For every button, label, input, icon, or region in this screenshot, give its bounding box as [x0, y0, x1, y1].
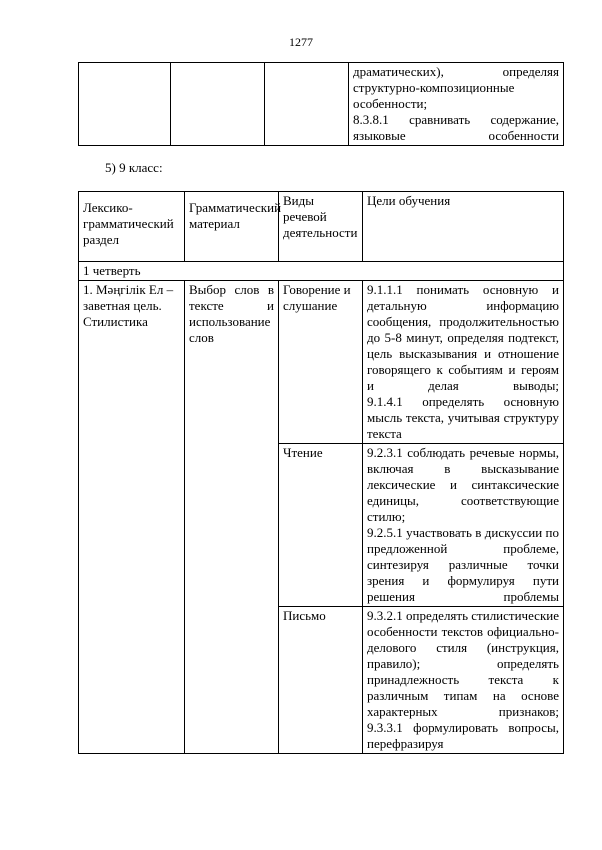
table-cell: [265, 63, 349, 146]
table-row: [79, 63, 564, 146]
page-number: 1277: [289, 35, 313, 49]
goals-cell: [363, 281, 564, 444]
activity-name: Говорение и слушание: [279, 281, 363, 444]
goal-text: 9.2.5.1 участвовать в дискуссии по предложенной проблеме, синтезируя различные точки зрения и формулируя пути решения проблемы: [367, 525, 559, 604]
curriculum-table: [78, 191, 564, 754]
header-goals: Цели обучения: [363, 192, 564, 262]
quarter-row: [79, 262, 564, 281]
header-grammar: Грамматический материал: [185, 192, 279, 262]
section-heading: 5) 9 класс:: [105, 160, 163, 175]
goal-text: 9.1.1.1 понимать основную и детальную информацию сообщения, продолжительностью до 5-8 минут, определяя подтекст, цель высказывания и отношение говорящего к событиям и героям и делая выводы;: [367, 282, 559, 393]
header-activity: Виды речевой деятельности: [279, 192, 363, 262]
goals-cell: [363, 444, 564, 607]
goal-text: 9.3.3.1 формулировать вопросы, перефразируя: [367, 720, 559, 751]
table-cell: [79, 63, 171, 146]
goals-cell: [349, 63, 564, 146]
goals-cell: [363, 607, 564, 754]
grammar-material: Выбор слов в тексте и использование слов: [185, 281, 279, 754]
section-name: 1. Мәңгілік Ел – заветная цель. Стилистика: [79, 281, 185, 754]
goal-text: 9.1.4.1 определять основную мысль текста, учитывая структуру текста: [367, 394, 559, 441]
activity-name: Письмо: [279, 607, 363, 754]
goal-text: 9.3.2.1 определять стилистические особенности текстов официально-делового стиля (инструкция, правило); определять принадлежность текста к различным типам на основе характерных признаков;: [367, 608, 559, 719]
table-cell: [171, 63, 265, 146]
table-row: [79, 281, 564, 444]
goal-text: 8.3.8.1 сравнивать содержание, языковые особенности: [353, 112, 559, 143]
header-section: Лексико-грамматический раздел: [79, 192, 185, 262]
goal-text: драматических), определяя структурно-композиционные особенности;: [353, 64, 559, 111]
header-row: [79, 192, 564, 262]
goal-text: 9.2.3.1 соблюдать речевые нормы, включая в высказывание лексические и синтаксические единицы, соответствующие стилю;: [367, 445, 559, 524]
activity-name: Чтение: [279, 444, 363, 607]
continuation-table: [78, 62, 564, 146]
quarter-label: 1 четверть: [79, 262, 564, 281]
